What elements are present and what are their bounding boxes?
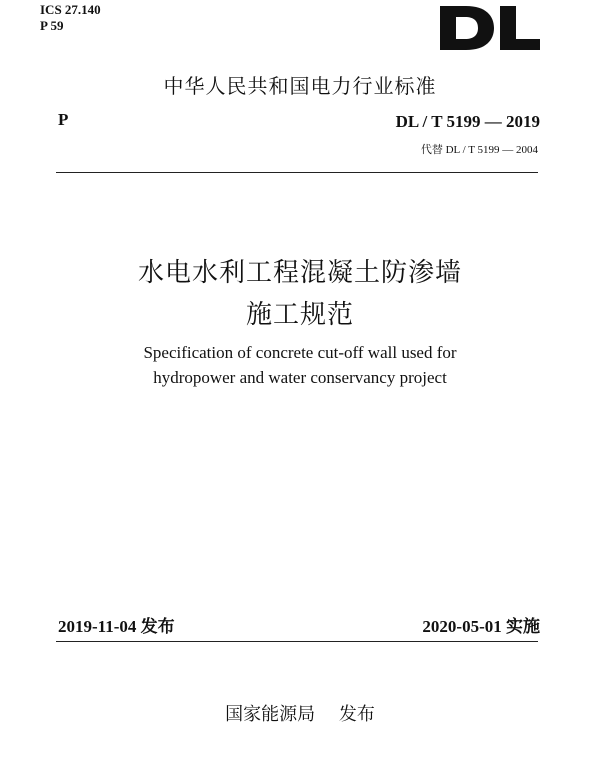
dl-logo xyxy=(438,4,542,52)
organization-title: 中华人民共和国电力行业标准 xyxy=(163,74,437,98)
dl-logo-l xyxy=(500,6,540,50)
title-cn-line1: 水电水利工程混凝土防渗墙 xyxy=(137,258,462,288)
title-cn-line2: 施工规范 xyxy=(245,300,354,330)
release-date: 2019-11-04 发布 xyxy=(58,617,175,636)
ics-code-block xyxy=(40,2,101,34)
title-en-line1: Specification of concrete cut-off wall used for xyxy=(143,343,457,362)
category-mark: P xyxy=(58,110,69,129)
replaces-standard: 代替 DL / T 5199 — 2004 xyxy=(420,144,538,156)
implement-date: 2020-05-01 实施 xyxy=(422,617,540,636)
bottom-divider xyxy=(56,641,538,642)
ics-code: ICS 27.140 xyxy=(40,2,101,17)
standard-number: DL / T 5199 — 2019 xyxy=(395,112,540,131)
class-code: P 59 xyxy=(40,18,64,33)
top-divider xyxy=(56,172,538,173)
title-en-line2: hydropower and water conservancy project xyxy=(153,368,447,387)
dl-logo-d xyxy=(440,6,494,50)
issuer: 国家能源局 发布 xyxy=(225,704,375,725)
